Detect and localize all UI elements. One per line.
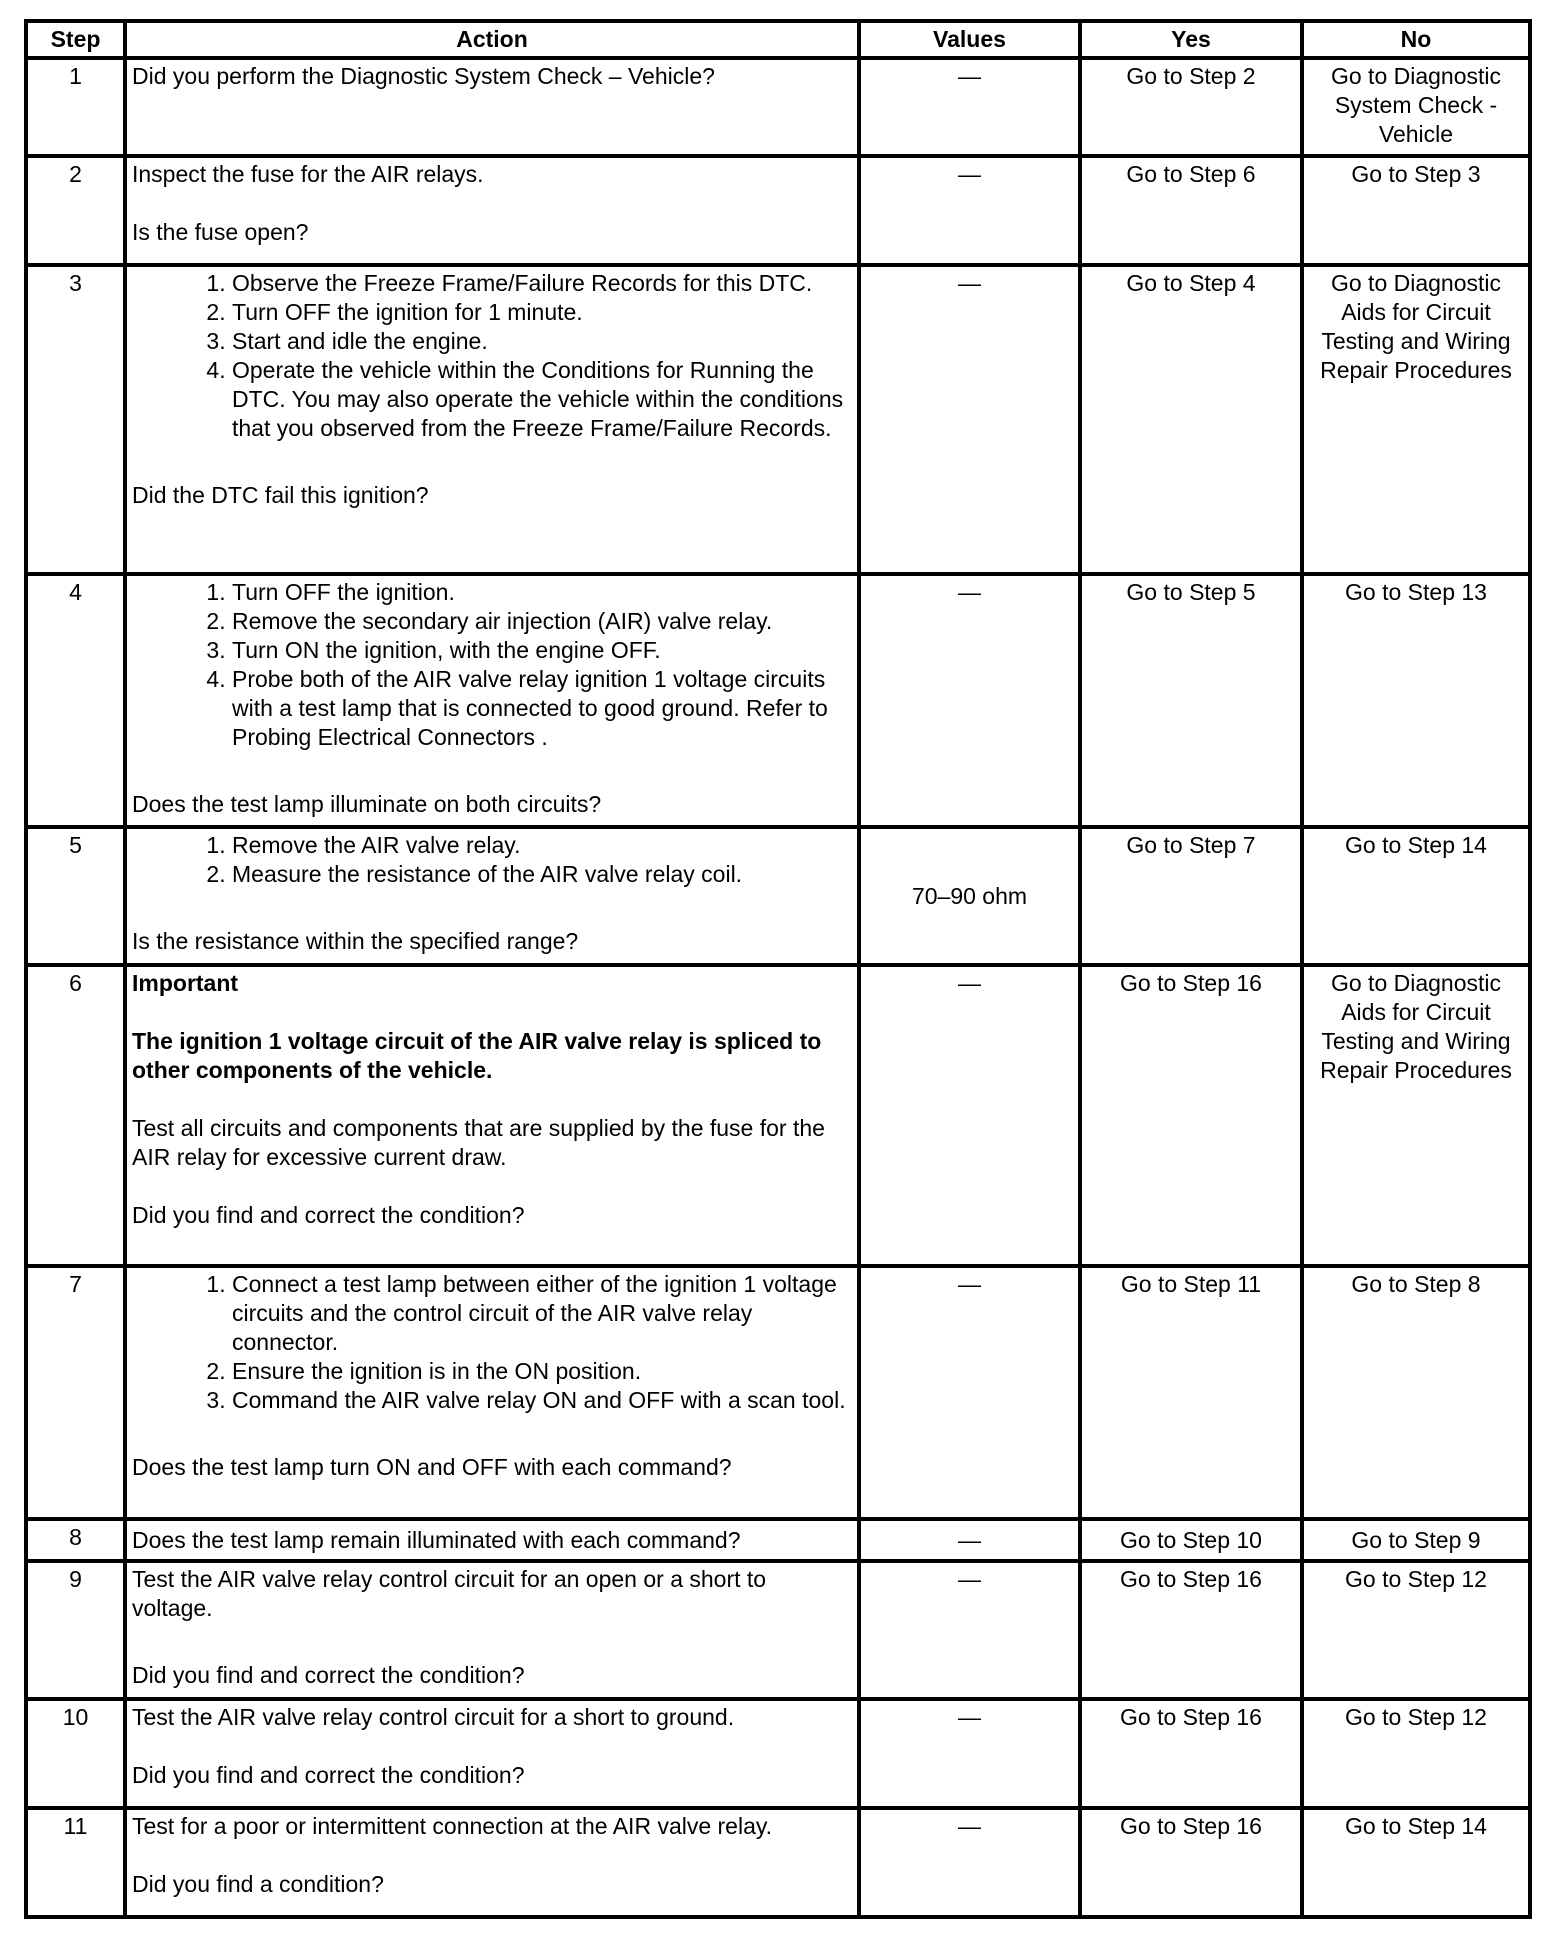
table-row [26,265,1530,574]
step-number: 11 [26,1808,125,1917]
important-text: The ignition 1 voltage circuit of the AIR valve relay is spliced to other components of the vehicle. [132,1028,822,1083]
header-row [26,21,1530,58]
yes-cell: Go to Step 16 [1080,965,1302,1266]
action-question: Did you find and correct the condition? [132,1202,525,1228]
action-cell [125,1266,859,1519]
values-cell: — [859,1519,1080,1561]
step-number: 5 [26,827,125,965]
no-cell: Go to Step 14 [1302,1808,1530,1917]
action-question: Does the test lamp turn ON and OFF with each command? [132,1454,732,1480]
table-row [26,965,1530,1266]
action-question: Did you find and correct the condition? [132,1662,525,1688]
table-row [26,156,1530,265]
action-cell [125,1561,859,1699]
action-steps [132,831,852,889]
step-number: 4 [26,574,125,827]
table-row [26,1561,1530,1699]
action-step-item: 1. Observe the Freeze Frame/Failure Records for this DTC. [232,269,852,298]
yes-cell: Go to Step 2 [1080,58,1302,156]
table-row [26,827,1530,965]
yes-cell: Go to Step 6 [1080,156,1302,265]
no-cell: Go to Step 13 [1302,574,1530,827]
header-step: Step [26,21,125,58]
action-step-item: 1. Turn OFF the ignition. [232,578,852,607]
table-row [26,1266,1530,1519]
action-cell [125,965,859,1266]
action-question: Did you find and correct the condition? [132,1762,525,1788]
action-cell [125,1699,859,1808]
values-cell: — [859,574,1080,827]
action-step-item: 1. Remove the AIR valve relay. [232,831,852,860]
action-intro: Test the AIR valve relay control circuit for a short to ground. [132,1704,735,1730]
action-question: Did the DTC fail this ignition? [132,482,429,508]
yes-cell: Go to Step 5 [1080,574,1302,827]
action-step-item: 2. Ensure the ignition is in the ON position. [232,1357,852,1386]
table-row [26,58,1530,156]
header-yes: Yes [1080,21,1302,58]
no-cell: Go to Step 3 [1302,156,1530,265]
values-cell: — [859,965,1080,1266]
no-cell: Go to Diagnostic Aids for Circuit Testing and Wiring Repair Procedures [1302,965,1530,1266]
yes-cell: Go to Step 7 [1080,827,1302,965]
action-question: Does the test lamp illuminate on both circuits? [132,791,602,817]
action-cell [125,156,859,265]
yes-cell: Go to Step 4 [1080,265,1302,574]
action-intro: Test for a poor or intermittent connection at the AIR valve relay. [132,1813,773,1839]
values-cell: — [859,265,1080,574]
action-step-item: 4. Probe both of the AIR valve relay ignition 1 voltage circuits with a test lamp that is connected to good ground. Refer to Probing Electrical Connectors . [232,665,852,752]
no-cell: Go to Step 12 [1302,1699,1530,1808]
action-question: Did you perform the Diagnostic System Check – Vehicle? [132,63,715,89]
yes-cell: Go to Step 16 [1080,1561,1302,1699]
action-question: Is the resistance within the specified range? [132,928,579,954]
values-cell: — [859,58,1080,156]
no-cell: Go to Diagnostic System Check - Vehicle [1302,58,1530,156]
action-step-item: 2. Remove the secondary air injection (AIR) valve relay. [232,607,852,636]
action-question: Does the test lamp remain illuminated with each command? [132,1526,741,1553]
no-cell: Go to Step 8 [1302,1266,1530,1519]
action-step-item: 4. Operate the vehicle within the Conditions for Running the DTC. You may also operate the vehicle within the conditions that you observed from the Freeze Frame/Failure Records. [232,356,852,443]
no-cell: Go to Diagnostic Aids for Circuit Testing and Wiring Repair Procedures [1302,265,1530,574]
values-cell: — [859,1808,1080,1917]
step-number: 8 [26,1519,125,1561]
header-action: Action [125,21,859,58]
yes-cell: Go to Step 16 [1080,1808,1302,1917]
no-cell: Go to Step 14 [1302,827,1530,965]
table-row [26,574,1530,827]
action-steps [132,1270,852,1415]
action-intro: Test the AIR valve relay control circuit for an open or a short to voltage. [132,1566,767,1621]
step-number: 3 [26,265,125,574]
values-cell: — [859,1699,1080,1808]
step-number: 9 [26,1561,125,1699]
step-number: 7 [26,1266,125,1519]
action-intro: Inspect the fuse for the AIR relays. [132,161,484,187]
action-steps [132,269,852,443]
table-row [26,1808,1530,1917]
action-step-item: 2. Turn OFF the ignition for 1 minute. [232,298,852,327]
values-cell: — [859,1561,1080,1699]
action-question: Is the fuse open? [132,219,309,245]
header-values: Values [859,21,1080,58]
no-cell: Go to Step 9 [1302,1519,1530,1561]
no-cell: Go to Step 12 [1302,1561,1530,1699]
action-cell [125,1519,859,1561]
step-number: 1 [26,58,125,156]
values-cell: — [859,156,1080,265]
table-row [26,1519,1530,1561]
action-question: Did you find a condition? [132,1871,384,1897]
action-intro: Test all circuits and components that are supplied by the fuse for the AIR relay for excessive current draw. [132,1115,825,1170]
action-cell [125,574,859,827]
action-step-item: 2. Measure the resistance of the AIR valve relay coil. [232,860,852,889]
yes-cell: Go to Step 16 [1080,1699,1302,1808]
step-number: 6 [26,965,125,1266]
action-step-item: 1. Connect a test lamp between either of the ignition 1 voltage circuits and the control circuit of the AIR valve relay connector. [232,1270,852,1357]
diagnostic-table [24,19,1532,1919]
header-no: No [1302,21,1530,58]
action-cell [125,58,859,156]
action-step-item: 3. Start and idle the engine. [232,327,852,356]
action-steps [132,578,852,752]
action-cell [125,1808,859,1917]
action-step-item: 3. Command the AIR valve relay ON and OFF with a scan tool. [232,1386,852,1415]
step-number: 10 [26,1699,125,1808]
important-label: Important [132,970,239,996]
action-cell [125,265,859,574]
action-step-item: 3. Turn ON the ignition, with the engine OFF. [232,636,852,665]
step-number: 2 [26,156,125,265]
values-cell: 70–90 ohm [859,827,1080,965]
values-cell: — [859,1266,1080,1519]
yes-cell: Go to Step 11 [1080,1266,1302,1519]
table-row [26,1699,1530,1808]
yes-cell: Go to Step 10 [1080,1519,1302,1561]
action-cell [125,827,859,965]
